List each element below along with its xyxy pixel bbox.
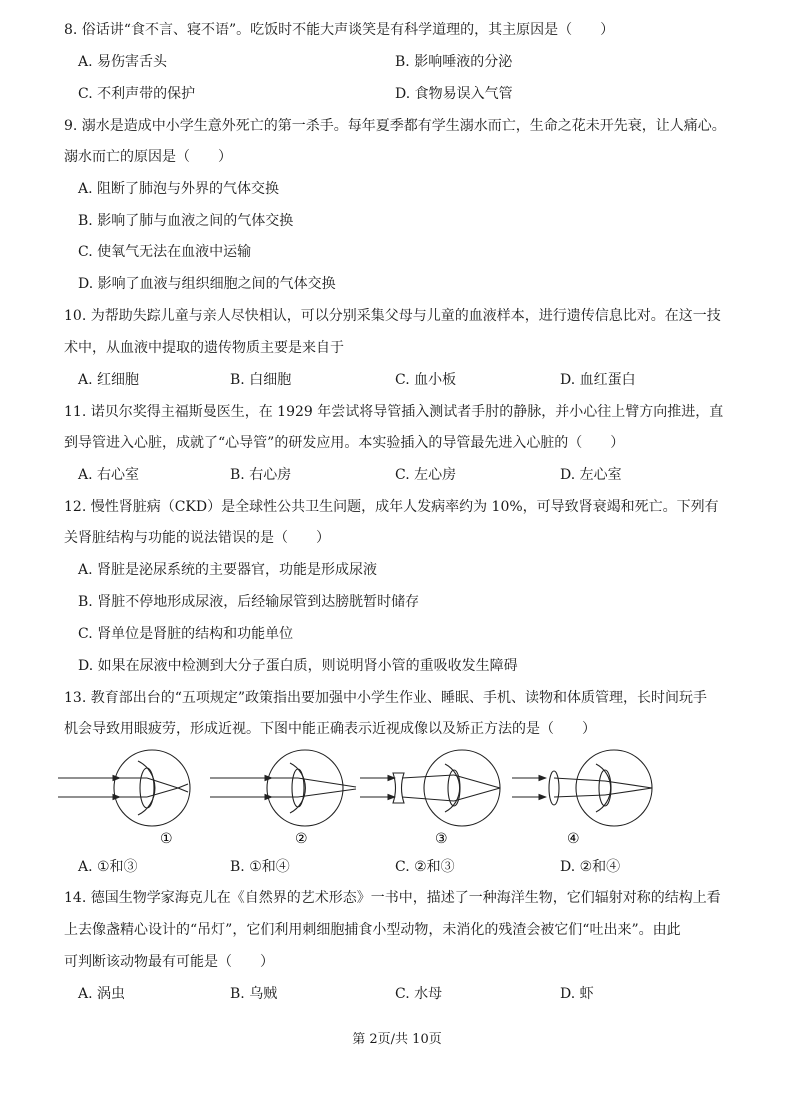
q9-stem-line1: 9. 溺水是造成中小学生意外死亡的第一杀手。每年夏季都有学生溺水而亡，生命之花未开先衰，让人痛心。 <box>64 118 726 134</box>
eye-diagram-figure <box>50 745 740 855</box>
figure-label-1: ① <box>160 831 173 847</box>
q8-option-a: A. 易伤害舌头 <box>78 54 168 70</box>
q11-option-c: C. 左心房 <box>395 467 457 483</box>
eye-1-myopia-diagram <box>58 750 190 826</box>
q13-stem-line1: 13. 教育部出台的“五项规定”政策指出要加强中小学生作业、睡眠、手机、读物和体质管理，长时间玩手 <box>64 690 708 706</box>
q14-option-d: D. 虾 <box>560 986 594 1002</box>
q12-stem-line2: 关肾脏结构与功能的说法错误的是（ ） <box>64 530 330 546</box>
q13-option-d: D. ②和④ <box>560 859 621 875</box>
q8-option-c: C. 不利声带的保护 <box>78 86 196 102</box>
figure-label-2: ② <box>295 831 308 847</box>
q12-option-a: A. 肾脏是泌尿系统的主要器官，功能是形成尿液 <box>78 562 378 578</box>
eye-3-concave-lens-diagram <box>360 750 500 826</box>
q9-option-b: B. 影响了肺与血液之间的气体交换 <box>78 213 294 229</box>
q10-stem-line1: 10. 为帮助失踪儿童与亲人尽快相认，可以分别采集父母与儿童的血液样本，进行遗传信息比对。在这一技 <box>64 308 721 324</box>
page-footer: 第 2页/共 10页 <box>352 1032 442 1047</box>
q10-option-c: C. 血小板 <box>395 372 457 388</box>
q9-option-c: C. 使氧气无法在血液中运输 <box>78 244 252 260</box>
q14-stem-line2: 上去像盏精心设计的“吊灯”，它们利用刺细胞捕食小型动物，未消化的残渣会被它们“吐出来”。由此 <box>64 922 681 938</box>
q10-option-a: A. 红细胞 <box>78 372 140 388</box>
q8-option-b: B. 影响唾液的分泌 <box>395 54 513 70</box>
figure-label-4: ④ <box>567 831 580 847</box>
q12-stem-line1: 12. 慢性肾脏病（CKD）是全球性公共卫生问题，成年人发病率约为 10%，可导致肾衰竭和死亡。下列有 <box>64 499 719 515</box>
q14-stem-line3: 可判断该动物最有可能是（ ） <box>64 954 274 970</box>
q8-option-d: D. 食物易误入气管 <box>395 86 513 102</box>
q9-stem-line2: 溺水而亡的原因是（ ） <box>64 149 232 165</box>
q11-stem-line1: 11. 诺贝尔奖得主福斯曼医生，在 1929 年尝试将导管插入测试者手肘的静脉，并小心往上臂方向推进，直 <box>64 404 724 420</box>
q11-stem-line2: 到导管进入心脏，成就了“心导管”的研发应用。本实验插入的导管最先进入心脏的（ ） <box>64 435 625 451</box>
q12-option-c: C. 肾单位是肾脏的结构和功能单位 <box>78 626 294 642</box>
q12-option-b: B. 肾脏不停地形成尿液，后经输尿管到达膀胱暂时储存 <box>78 594 420 610</box>
figure-label-3: ③ <box>435 831 448 847</box>
q13-option-a: A. ①和③ <box>78 859 138 875</box>
q10-stem-line2: 术中，从血液中提取的遗传物质主要是来自于 <box>64 340 344 356</box>
q14-stem-line1: 14. 德国生物学家海克儿在《自然界的艺术形态》一书中，描述了一种海洋生物，它们辐射对称的结构上看 <box>64 890 721 906</box>
q9-option-d: D. 影响了血液与组织细胞之间的气体交换 <box>78 276 336 292</box>
eye-4-convex-lens-diagram <box>512 750 652 826</box>
q11-option-d: D. 左心室 <box>560 467 622 483</box>
q11-option-a: A. 右心室 <box>78 467 140 483</box>
q13-option-b: B. ①和④ <box>230 859 290 875</box>
q13-stem-line2: 机会导致用眼疲劳，形成近视。下图中能正确表示近视成像以及矫正方法的是（ ） <box>64 721 596 737</box>
q14-option-a: A. 涡虫 <box>78 986 126 1002</box>
q11-option-b: B. 右心房 <box>230 467 292 483</box>
q9-option-a: A. 阻断了肺泡与外界的气体交换 <box>78 181 280 197</box>
q12-option-d: D. 如果在尿液中检测到大分子蛋白质，则说明肾小管的重吸收发生障碍 <box>78 658 518 674</box>
q8-stem: 8. 俗话讲“食不言、寝不语”。吃饭时不能大声谈笑是有科学道理的，其主原因是（ ） <box>64 22 615 38</box>
q14-option-b: B. 乌贼 <box>230 986 278 1002</box>
q14-option-c: C. 水母 <box>395 986 443 1002</box>
q13-option-c: C. ②和③ <box>395 859 455 875</box>
q10-option-d: D. 血红蛋白 <box>560 372 636 388</box>
eye-2-hyperopia-diagram <box>210 750 356 826</box>
q10-option-b: B. 白细胞 <box>230 372 292 388</box>
